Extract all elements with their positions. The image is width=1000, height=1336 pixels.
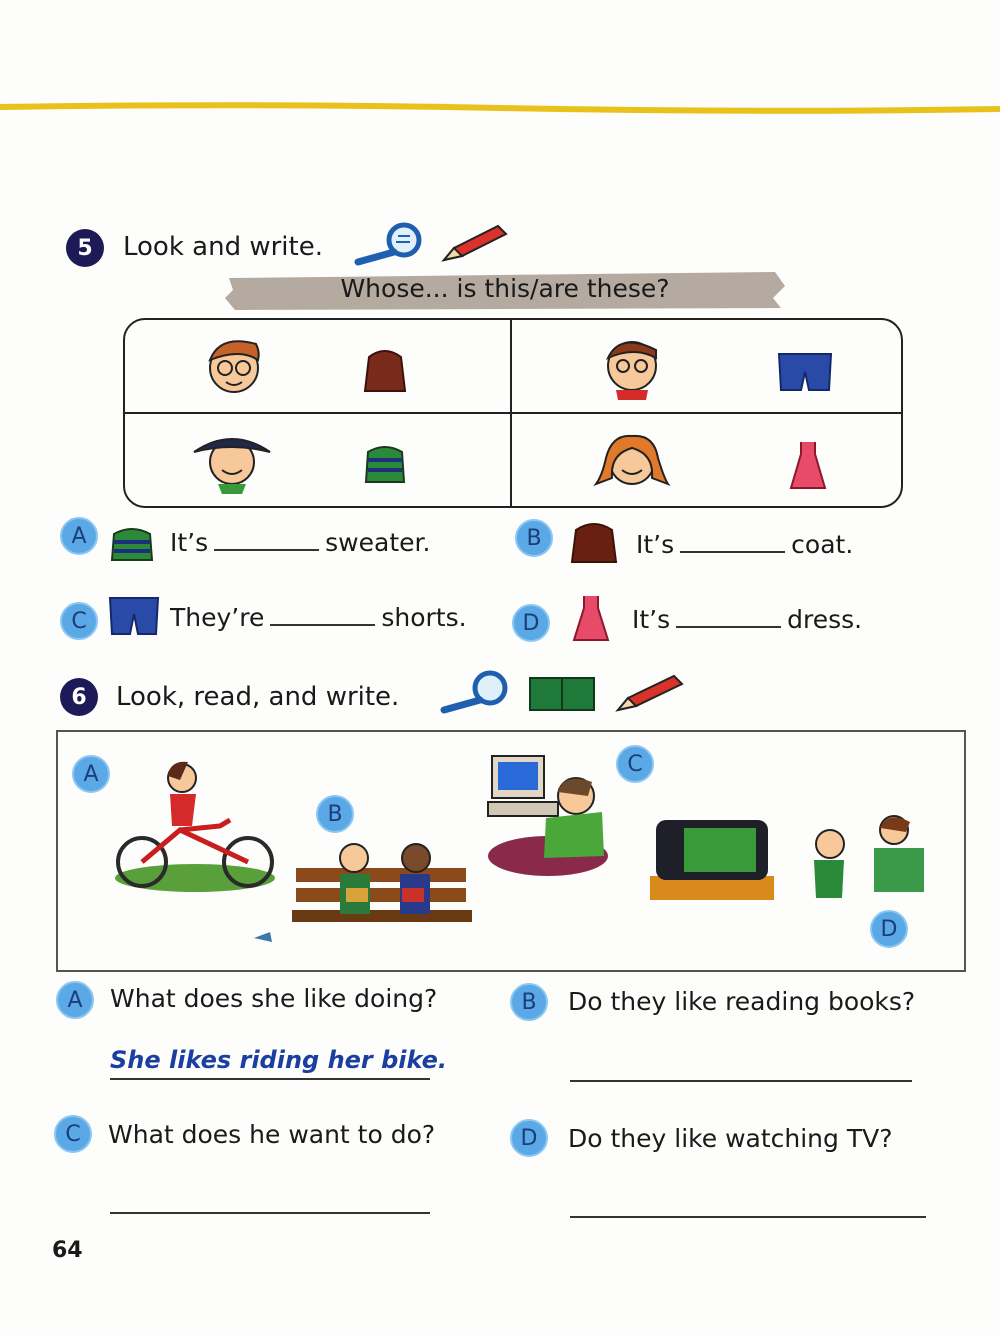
question-a-badge: A bbox=[56, 981, 94, 1019]
scene-c-badge: C bbox=[616, 745, 654, 783]
item-a-post: sweater. bbox=[325, 528, 431, 557]
boy-at-computer-illustration bbox=[484, 748, 614, 880]
kids-watching-tv-illustration bbox=[648, 808, 938, 908]
question-b-text: Do they like reading books? bbox=[568, 987, 916, 1016]
question-d-answer-line[interactable] bbox=[570, 1216, 926, 1218]
shorts-icon bbox=[775, 350, 835, 394]
sweater-striped-icon bbox=[360, 442, 410, 484]
question-d-badge: D bbox=[510, 1119, 548, 1157]
item-a-sentence bbox=[170, 528, 430, 557]
page-number: 64 bbox=[52, 1238, 83, 1263]
section6-number: 6 bbox=[60, 678, 98, 716]
dress-small-icon bbox=[568, 592, 614, 644]
question-b-answer-line[interactable] bbox=[570, 1080, 912, 1082]
book-icon bbox=[528, 676, 596, 712]
item-a-blank[interactable] bbox=[214, 547, 319, 551]
item-d-sentence bbox=[632, 605, 862, 634]
boy-glasses-face-icon bbox=[200, 330, 268, 402]
scene-d-badge: D bbox=[870, 910, 908, 948]
item-d-blank[interactable] bbox=[676, 624, 781, 628]
girl-face-icon bbox=[592, 428, 672, 494]
boy-red-shirt-face-icon bbox=[598, 330, 666, 402]
item-c-pre: They’re bbox=[170, 603, 265, 632]
section6-title: Look, read, and write. bbox=[116, 682, 400, 712]
scene-b-badge: B bbox=[316, 795, 354, 833]
question-a-answer-line[interactable] bbox=[110, 1078, 430, 1080]
item-c-blank[interactable] bbox=[270, 622, 375, 626]
item-a-pre: It’s bbox=[170, 528, 209, 557]
item-c-sentence bbox=[170, 603, 467, 632]
item-b-sentence bbox=[636, 530, 853, 559]
coat-icon bbox=[355, 345, 415, 395]
item-d-pre: It’s bbox=[632, 605, 671, 634]
item-b-blank[interactable] bbox=[680, 549, 785, 553]
sweater-icon bbox=[108, 524, 156, 562]
coat-small-icon bbox=[566, 518, 622, 564]
item-d-badge: D bbox=[512, 604, 550, 642]
question-banner bbox=[225, 268, 785, 312]
banner-text: Whose... is this/are these? bbox=[340, 274, 670, 303]
scene-a-badge: A bbox=[72, 755, 110, 793]
question-c-answer-line[interactable] bbox=[110, 1212, 430, 1214]
item-b-pre: It’s bbox=[636, 530, 675, 559]
question-c-badge: C bbox=[54, 1115, 92, 1153]
question-c-text: What does he want to do? bbox=[108, 1120, 436, 1149]
question-b-badge: B bbox=[510, 983, 548, 1021]
magnifier-icon bbox=[352, 222, 432, 266]
question-a-text: What does she like doing? bbox=[110, 984, 438, 1013]
item-b-post: coat. bbox=[791, 530, 854, 559]
top-rule bbox=[0, 100, 1000, 114]
section5-title: Look and write. bbox=[123, 232, 323, 262]
item-c-post: shorts. bbox=[381, 603, 467, 632]
item-d-post: dress. bbox=[787, 605, 863, 634]
dress-icon bbox=[785, 438, 831, 492]
question-d-text: Do they like watching TV? bbox=[568, 1124, 893, 1153]
shorts-small-icon bbox=[106, 594, 162, 638]
item-c-badge: C bbox=[60, 602, 98, 640]
table-divider-h bbox=[123, 412, 901, 414]
question-a-answer: She likes riding her bike. bbox=[110, 1046, 448, 1074]
section5-number: 5 bbox=[66, 229, 104, 267]
boy-hat-face-icon bbox=[190, 426, 274, 496]
magnifier-icon bbox=[438, 670, 518, 714]
pencil-icon bbox=[440, 222, 508, 264]
pencil-icon bbox=[614, 672, 684, 714]
item-b-badge: B bbox=[515, 519, 553, 557]
item-a-badge: A bbox=[60, 517, 98, 555]
boys-reading-on-bench-illustration bbox=[250, 828, 480, 950]
